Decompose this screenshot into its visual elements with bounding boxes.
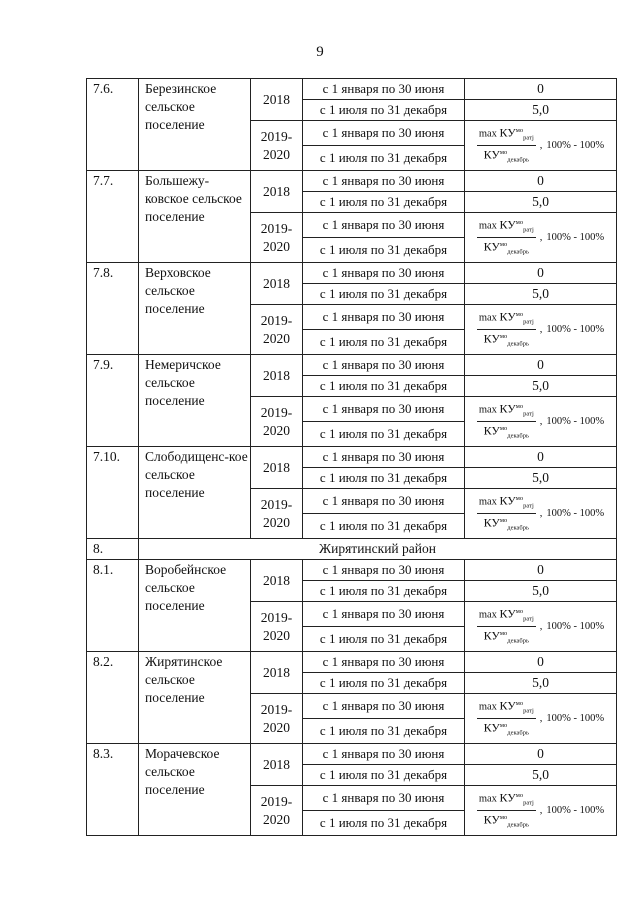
value-cell: 5,0 bbox=[465, 376, 617, 397]
tariff-table bbox=[86, 78, 617, 836]
formula-cell bbox=[465, 602, 617, 652]
row-number: 7.6. bbox=[87, 79, 139, 171]
period-first-half: с 1 января по 30 июня bbox=[303, 355, 465, 376]
period-second-half: с 1 июля по 31 декабря bbox=[303, 765, 465, 786]
year-2018: 2018 bbox=[251, 355, 303, 397]
year-2019-2020: 2019- 2020 bbox=[251, 305, 303, 355]
period-second-half: с 1 июля по 31 декабря bbox=[303, 146, 465, 171]
table-row bbox=[87, 171, 617, 192]
period-second-half: с 1 июля по 31 декабря bbox=[303, 811, 465, 836]
year-2019-2020: 2019- 2020 bbox=[251, 489, 303, 539]
row-number: 8.3. bbox=[87, 744, 139, 836]
table-row bbox=[87, 560, 617, 581]
row-number: 7.9. bbox=[87, 355, 139, 447]
value-cell: 0 bbox=[465, 79, 617, 100]
table-row bbox=[87, 447, 617, 468]
period-first-half: с 1 января по 30 июня bbox=[303, 121, 465, 146]
period-second-half: с 1 июля по 31 декабря bbox=[303, 376, 465, 397]
period-first-half: с 1 января по 30 июня bbox=[303, 694, 465, 719]
period-first-half: с 1 января по 30 июня bbox=[303, 213, 465, 238]
region-title: Жирятинский район bbox=[139, 539, 617, 560]
year-2018: 2018 bbox=[251, 744, 303, 786]
index-formula: $\frac{\max КУ^{мо}_{pатj}}{КУ^{мо}_{декабрь}}$ , 100% - 100% bbox=[478, 217, 605, 256]
value-cell: 0 bbox=[465, 447, 617, 468]
value-cell: 0 bbox=[465, 355, 617, 376]
formula-cell bbox=[465, 397, 617, 447]
value-cell: 5,0 bbox=[465, 284, 617, 305]
value-cell: 0 bbox=[465, 652, 617, 673]
settlement-name: Жирятинское сельское поселение bbox=[139, 652, 251, 744]
settlement-name: Большежу-ковское сельское поселение bbox=[139, 171, 251, 263]
period-second-half: с 1 июля по 31 декабря bbox=[303, 192, 465, 213]
index-formula: $\frac{\max КУ^{мо}_{pатj}}{КУ^{мо}_{декабрь}}$ , 100% - 100% bbox=[478, 606, 605, 645]
period-first-half: с 1 января по 30 июня bbox=[303, 560, 465, 581]
table-row bbox=[87, 263, 617, 284]
period-first-half: с 1 января по 30 июня bbox=[303, 602, 465, 627]
year-2019-2020: 2019- 2020 bbox=[251, 397, 303, 447]
period-second-half: с 1 июля по 31 декабря bbox=[303, 627, 465, 652]
row-number: 7.8. bbox=[87, 263, 139, 355]
formula-cell bbox=[465, 121, 617, 171]
value-cell: 0 bbox=[465, 744, 617, 765]
row-number: 7.7. bbox=[87, 171, 139, 263]
period-first-half: с 1 января по 30 июня bbox=[303, 447, 465, 468]
value-cell: 0 bbox=[465, 560, 617, 581]
period-second-half: с 1 июля по 31 декабря bbox=[303, 330, 465, 355]
period-first-half: с 1 января по 30 июня bbox=[303, 79, 465, 100]
table-row bbox=[87, 744, 617, 765]
year-2019-2020: 2019- 2020 bbox=[251, 694, 303, 744]
period-first-half: с 1 января по 30 июня bbox=[303, 744, 465, 765]
year-2019-2020: 2019- 2020 bbox=[251, 121, 303, 171]
row-number: 8.1. bbox=[87, 560, 139, 652]
period-first-half: с 1 января по 30 июня bbox=[303, 786, 465, 811]
year-2018: 2018 bbox=[251, 263, 303, 305]
year-2018: 2018 bbox=[251, 560, 303, 602]
index-formula: $\frac{\max КУ^{мо}_{pатj}}{КУ^{мо}_{декабрь}}$ , 100% - 100% bbox=[478, 493, 605, 532]
period-first-half: с 1 января по 30 июня bbox=[303, 263, 465, 284]
period-second-half: с 1 июля по 31 декабря bbox=[303, 581, 465, 602]
row-number: 7.10. bbox=[87, 447, 139, 539]
period-second-half: с 1 июля по 31 декабря bbox=[303, 100, 465, 121]
index-formula: $\frac{\max КУ^{мо}_{pатj}}{КУ^{мо}_{декабрь}}$ , 100% - 100% bbox=[478, 790, 605, 829]
period-second-half: с 1 июля по 31 декабря bbox=[303, 422, 465, 447]
settlement-name: Морачевское сельское поселение bbox=[139, 744, 251, 836]
period-first-half: с 1 января по 30 июня bbox=[303, 652, 465, 673]
period-second-half: с 1 июля по 31 декабря bbox=[303, 719, 465, 744]
period-second-half: с 1 июля по 31 декабря bbox=[303, 673, 465, 694]
period-second-half: с 1 июля по 31 декабря bbox=[303, 468, 465, 489]
table-row bbox=[87, 79, 617, 100]
region-row bbox=[87, 539, 617, 560]
table-row bbox=[87, 355, 617, 376]
index-formula: $\frac{\max КУ^{мо}_{pатj}}{КУ^{мо}_{декабрь}}$ , 100% - 100% bbox=[478, 401, 605, 440]
period-first-half: с 1 января по 30 июня bbox=[303, 305, 465, 330]
value-cell: 5,0 bbox=[465, 581, 617, 602]
value-cell: 0 bbox=[465, 263, 617, 284]
settlement-name: Верховское сельское поселение bbox=[139, 263, 251, 355]
period-first-half: с 1 января по 30 июня bbox=[303, 397, 465, 422]
period-second-half: с 1 июля по 31 декабря bbox=[303, 284, 465, 305]
page-number: 9 bbox=[316, 44, 324, 60]
settlement-name: Воробейнское сельское поселение bbox=[139, 560, 251, 652]
value-cell: 0 bbox=[465, 171, 617, 192]
value-cell: 5,0 bbox=[465, 100, 617, 121]
formula-cell bbox=[465, 213, 617, 263]
formula-cell bbox=[465, 305, 617, 355]
year-2019-2020: 2019- 2020 bbox=[251, 786, 303, 836]
year-2018: 2018 bbox=[251, 171, 303, 213]
settlement-name: Немеричское сельское поселение bbox=[139, 355, 251, 447]
period-second-half: с 1 июля по 31 декабря bbox=[303, 238, 465, 263]
value-cell: 5,0 bbox=[465, 192, 617, 213]
year-2019-2020: 2019- 2020 bbox=[251, 213, 303, 263]
formula-cell bbox=[465, 786, 617, 836]
period-first-half: с 1 января по 30 июня bbox=[303, 489, 465, 514]
settlement-name: Слободищенс-кое сельское поселение bbox=[139, 447, 251, 539]
row-number: 8.2. bbox=[87, 652, 139, 744]
formula-cell bbox=[465, 694, 617, 744]
table-row bbox=[87, 652, 617, 673]
year-2018: 2018 bbox=[251, 79, 303, 121]
index-formula: $\frac{\max КУ^{мо}_{pатj}}{КУ^{мо}_{декабрь}}$ , 100% - 100% bbox=[478, 125, 605, 164]
index-formula: $\frac{\max КУ^{мо}_{pатj}}{КУ^{мо}_{декабрь}}$ , 100% - 100% bbox=[478, 698, 605, 737]
value-cell: 5,0 bbox=[465, 673, 617, 694]
value-cell: 5,0 bbox=[465, 468, 617, 489]
year-2018: 2018 bbox=[251, 447, 303, 489]
settlement-name: Березинское сельское поселение bbox=[139, 79, 251, 171]
index-formula: $\frac{\max КУ^{мо}_{pатj}}{КУ^{мо}_{декабрь}}$ , 100% - 100% bbox=[478, 309, 605, 348]
period-first-half: с 1 января по 30 июня bbox=[303, 171, 465, 192]
formula-cell bbox=[465, 489, 617, 539]
value-cell: 5,0 bbox=[465, 765, 617, 786]
region-number: 8. bbox=[87, 539, 139, 560]
year-2019-2020: 2019- 2020 bbox=[251, 602, 303, 652]
year-2018: 2018 bbox=[251, 652, 303, 694]
period-second-half: с 1 июля по 31 декабря bbox=[303, 514, 465, 539]
